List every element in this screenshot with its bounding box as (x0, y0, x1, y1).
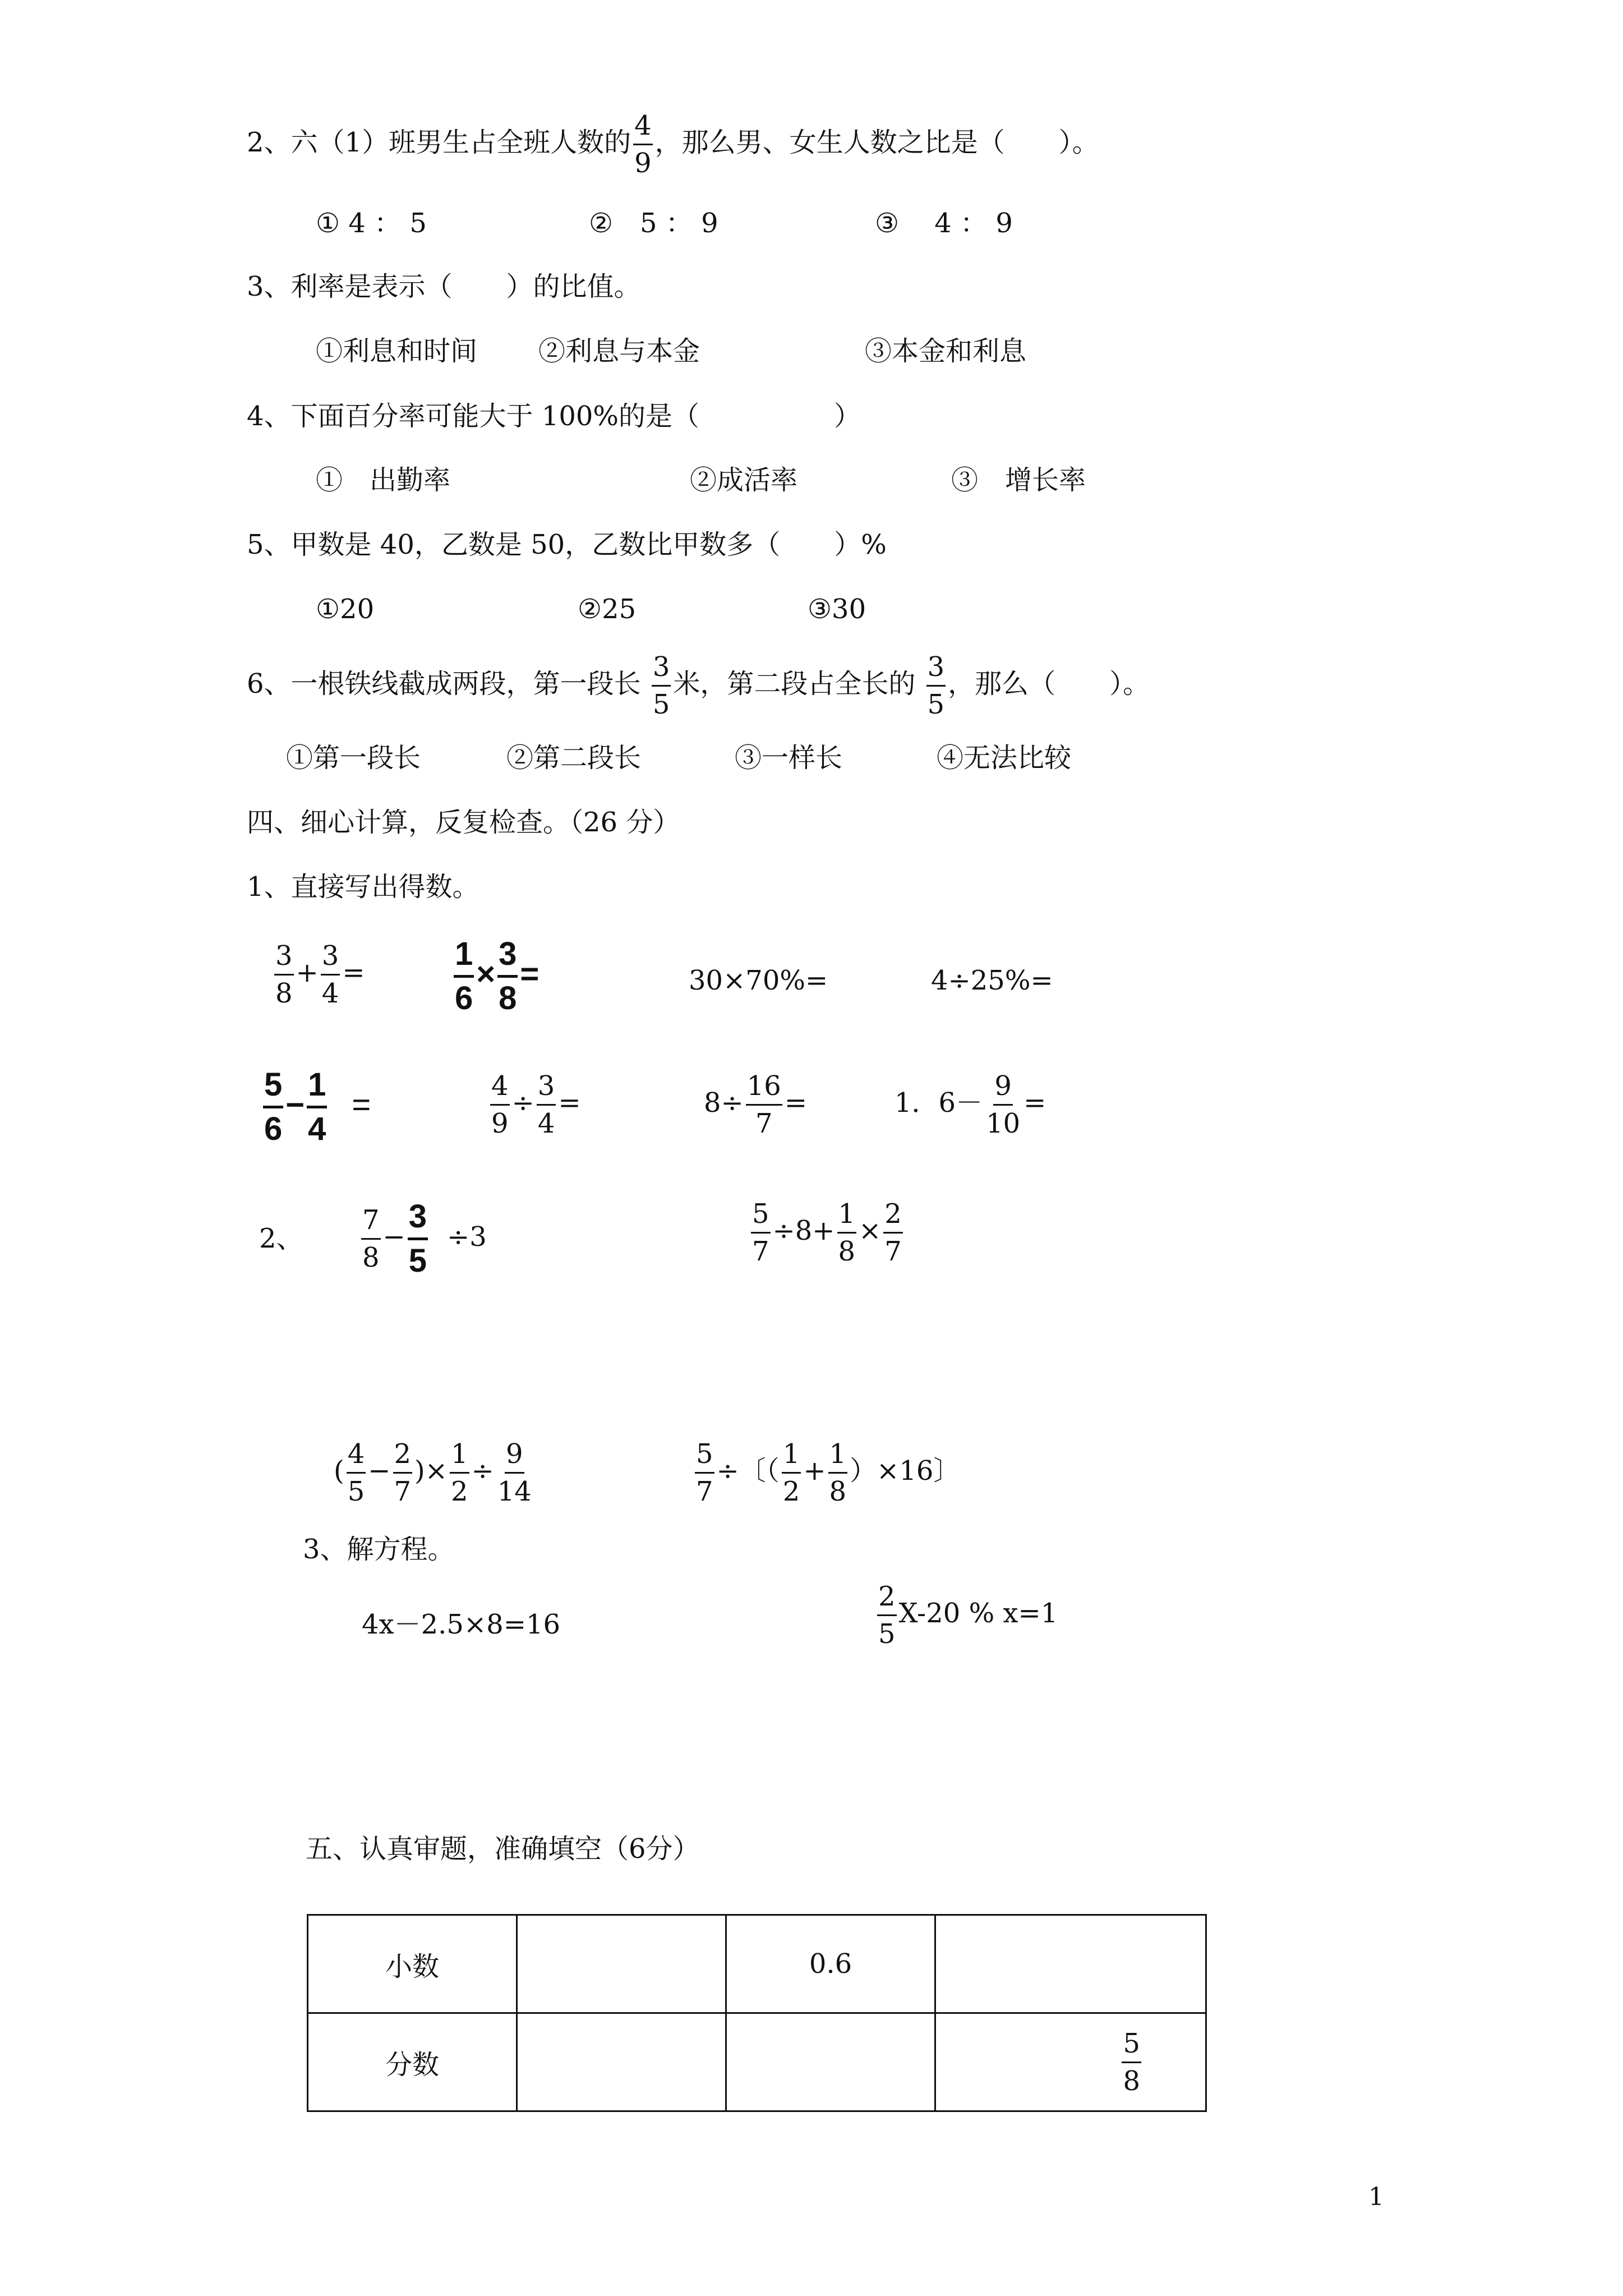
fraction: $\frac{1}{4}$ (308, 1066, 326, 1147)
fraction: $\frac{9}{10}$ (986, 1070, 1021, 1139)
page-number: 1 (1368, 2183, 1384, 2211)
fraction: $\frac{4}{9}$ (634, 110, 652, 179)
calc-r2-e3: 8÷ $\frac{16}{7}$ = (704, 1070, 808, 1139)
question-6 (247, 651, 1150, 720)
q2-option-2: ② 5 ： 9 (589, 208, 718, 239)
fraction: $\frac{3}{8}$ (275, 940, 293, 1009)
fraction: $\frac{3}{5}$ (408, 1198, 427, 1279)
calc-r1-e3: 30×70%= (689, 965, 828, 996)
question-4-stem: 4、下面百分率可能大于 100%的是（ ） (247, 401, 861, 432)
calc-c3: ( $\frac{4}{5}$ − $\frac{2}{7}$ )× $\frac{1}{2}$ ÷ $\frac{9}{14}$ (334, 1438, 532, 1507)
fraction: $\frac{7}{8}$ (362, 1204, 380, 1273)
q6-option-3: ③一样长 (735, 742, 843, 774)
q2-stem-b: ，那么男、女生人数之比是（ ）。 (654, 127, 1099, 158)
q5-option-1: ①20 (316, 593, 375, 625)
question-2 (247, 112, 1099, 177)
fraction: $\frac{2}{7}$ (394, 1438, 412, 1507)
fraction: $\frac{16}{7}$ (746, 1070, 781, 1139)
section-4-sub-1: 1、直接写出得数。 (247, 871, 479, 903)
q2-stem-a: 2、六（1）班男生占全班人数的 (247, 127, 631, 158)
table-cell (935, 2013, 1206, 2111)
fraction: $\frac{2}{7}$ (884, 1198, 902, 1267)
q4-option-3: ③ 增长率 (951, 464, 1086, 496)
fraction: $\frac{2}{5}$ (878, 1581, 896, 1650)
calc-r1-e2: $\frac{1}{6}$ × $\frac{3}{8}$ = (455, 936, 540, 1016)
table-cell (935, 1915, 1206, 2013)
fraction: $\frac{9}{14}$ (497, 1438, 532, 1507)
fraction: $\frac{1}{2}$ (782, 1438, 800, 1507)
row-label-decimal: 小数 (308, 1915, 517, 2013)
q2-option-1: ① 4 ： 5 (316, 208, 427, 239)
section-4-title: 四、细心计算，反复检查。（26 分） (247, 807, 680, 838)
section-4-sub-3: 3、解方程。 (303, 1534, 455, 1565)
fraction: $\frac{3}{5}$ (927, 651, 945, 720)
question-5-stem: 5、甲数是 40，乙数是 50，乙数比甲数多（ ）% (247, 529, 887, 560)
conversion-table (307, 1914, 1207, 2112)
calc-r2-e1: $\frac{5}{6}$ − $\frac{1}{4}$ = (264, 1066, 371, 1147)
q6-option-4: ④无法比较 (937, 742, 1072, 774)
equation-1: 4x－2.5×8=16 (362, 1609, 561, 1640)
table-row (308, 2013, 1206, 2111)
section-4-sub-2: 2、 (259, 1223, 303, 1254)
q6-stem-c: ，那么（ ）。 (948, 668, 1150, 700)
table-cell (517, 1915, 726, 2013)
fraction: $\frac{1}{8}$ (838, 1198, 856, 1267)
q5-option-3: ③30 (808, 593, 866, 625)
calc-c4: $\frac{5}{7}$ ÷〔（ $\frac{1}{2}$ + $\frac{1}{8}$ ）×16〕 (696, 1438, 961, 1507)
fraction: $\frac{5}{7}$ (696, 1438, 713, 1507)
equation-2: $\frac{2}{5}$ X-20 % x=1 (878, 1581, 1058, 1650)
calc-r2-e4: 1．6－ $\frac{9}{10}$ = (895, 1070, 1046, 1139)
q5-option-2: ②25 (578, 593, 637, 625)
fraction: $\frac{3}{5}$ (652, 651, 670, 720)
fraction: $\frac{3}{4}$ (321, 940, 339, 1009)
fraction: $\frac{5}{6}$ (264, 1066, 283, 1147)
table-cell (726, 2013, 935, 2111)
calc-r2-e2: $\frac{4}{9}$ ÷ $\frac{3}{4}$ = (491, 1070, 581, 1139)
fraction: $\frac{1}{6}$ (455, 936, 473, 1016)
q6-option-1: ①第一段长 (286, 742, 421, 774)
calc-c1: $\frac{7}{8}$ − $\frac{3}{5}$ ÷3 (362, 1198, 487, 1279)
calc-r1-e1: $\frac{3}{8}$ + $\frac{3}{4}$ = (275, 940, 365, 1009)
row-label-fraction: 分数 (308, 2013, 517, 2111)
fraction: $\frac{3}{8}$ (499, 936, 517, 1016)
q6-stem-a: 6、一根铁线截成两段，第一段长 (247, 668, 649, 700)
question-3-stem: 3、利率是表示（ ）的比值。 (247, 271, 641, 302)
fraction: $\frac{3}{4}$ (537, 1070, 555, 1139)
fraction: $\frac{5}{7}$ (752, 1198, 769, 1267)
table-cell: 0.6 (726, 1915, 935, 2013)
q3-option-3: ③本金和利息 (865, 335, 1027, 367)
section-5-title: 五、认真审题，准确填空（6分） (306, 1833, 700, 1865)
q6-option-2: ②第二段长 (506, 742, 642, 774)
fraction: $\frac{4}{9}$ (491, 1070, 509, 1139)
q3-option-2: ②利息与本金 (538, 335, 700, 367)
table-cell (517, 2013, 726, 2111)
q6-stem-b: 米，第二段占全长的 (673, 668, 924, 700)
calc-c2: $\frac{5}{7}$ ÷8+ $\frac{1}{8}$ × $\frac{2}{7}$ (752, 1198, 902, 1267)
fraction: $\frac{1}{2}$ (451, 1438, 468, 1507)
fraction: $\frac{5}{8}$ (1123, 2027, 1140, 2097)
q3-option-1: ①利息和时间 (316, 335, 478, 367)
q4-option-1: ① 出勤率 (316, 464, 451, 496)
fraction: $\frac{1}{8}$ (829, 1438, 847, 1507)
table-row (308, 1915, 1206, 2013)
calc-r1-e4: 4÷25%= (931, 965, 1053, 996)
q2-option-3: ③ 4 ： 9 (875, 208, 1013, 239)
fraction: $\frac{4}{5}$ (347, 1438, 365, 1507)
q4-option-2: ②成活率 (690, 464, 798, 496)
